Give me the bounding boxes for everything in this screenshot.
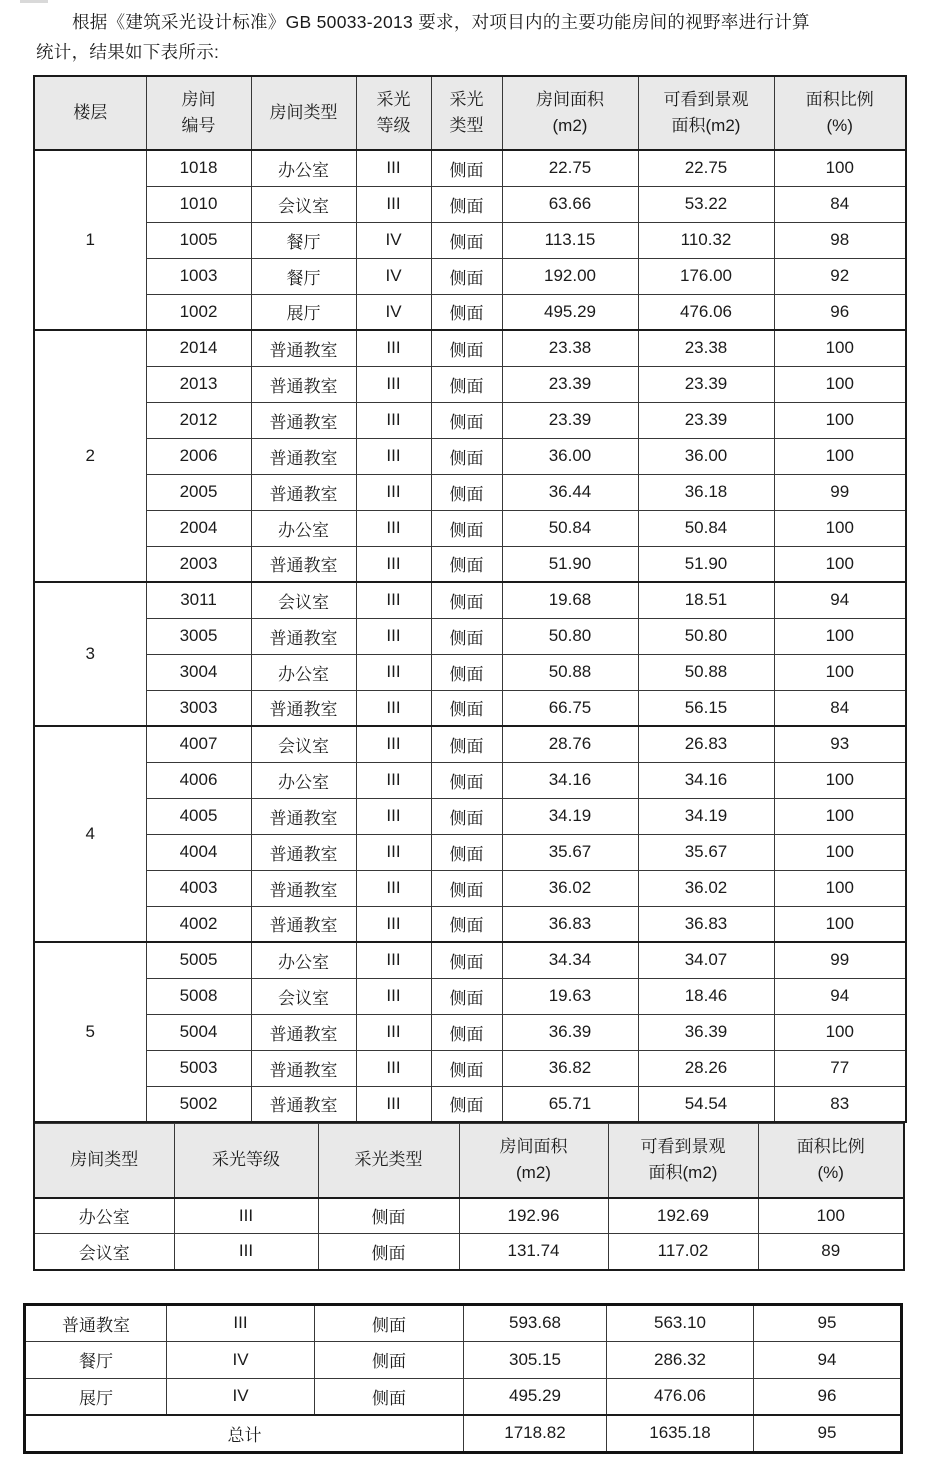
table-row [34, 438, 906, 474]
cell: 侧面 [431, 726, 502, 762]
total-value-cell: 1718.82 [464, 1415, 607, 1452]
cell: IV [356, 294, 431, 330]
cell: 56.15 [638, 690, 774, 726]
cell: 36.39 [502, 1014, 638, 1050]
cell: 侧面 [431, 222, 502, 258]
cell: 100 [774, 870, 906, 906]
intro-line-2: 统计，结果如下表所示: [36, 42, 220, 62]
cell: 36.83 [502, 906, 638, 942]
column-header: 采光 等级 [356, 76, 431, 150]
cell: 侧面 [318, 1234, 459, 1270]
cell: 会议室 [34, 1234, 174, 1270]
cell: 2013 [146, 366, 251, 402]
cell: 侧面 [431, 330, 502, 366]
table-row [34, 870, 906, 906]
cell: 23.39 [502, 402, 638, 438]
cell: 94 [774, 978, 906, 1014]
cell: 会议室 [251, 978, 356, 1014]
table-row [34, 582, 906, 618]
cell: 办公室 [251, 150, 356, 186]
cell: 3003 [146, 690, 251, 726]
column-header: 房间面积 (m2) [459, 1124, 608, 1198]
cell: 办公室 [251, 942, 356, 978]
cell: 35.67 [502, 834, 638, 870]
table-row [34, 654, 906, 690]
cell: 99 [774, 474, 906, 510]
cell: 4007 [146, 726, 251, 762]
table-row [34, 762, 906, 798]
cell: 100 [774, 906, 906, 942]
cell: 93 [774, 726, 906, 762]
cell: 侧面 [431, 1014, 502, 1050]
cell: 54.54 [638, 1086, 774, 1122]
cell: 98 [774, 222, 906, 258]
cell: 办公室 [251, 654, 356, 690]
cell: 18.51 [638, 582, 774, 618]
cell: 23.38 [638, 330, 774, 366]
cell: 19.68 [502, 582, 638, 618]
summary-table-header [34, 1124, 904, 1198]
table-row [34, 834, 906, 870]
column-header: 面积比例 (%) [758, 1124, 904, 1198]
cell: 563.10 [607, 1304, 754, 1341]
intro-line-1: 根据《建筑采光设计标准》GB 50033-2013 要求，对项目内的主要功能房间的视野率进行计算 [72, 12, 810, 32]
table-row [34, 798, 906, 834]
cell: 2005 [146, 474, 251, 510]
table-row [34, 150, 906, 186]
cell: 50.80 [502, 618, 638, 654]
cell: 侧面 [431, 942, 502, 978]
cell: 113.15 [502, 222, 638, 258]
cell: III [356, 834, 431, 870]
cell: 100 [774, 438, 906, 474]
total-value-cell: 95 [754, 1415, 902, 1452]
cell: 5003 [146, 1050, 251, 1086]
table-row [34, 618, 906, 654]
cell: 普通教室 [251, 618, 356, 654]
cell: III [356, 582, 431, 618]
scan-edge-artifact [20, 0, 48, 3]
cell: 100 [774, 402, 906, 438]
table-row [34, 942, 906, 978]
cell: 侧面 [431, 510, 502, 546]
cell: 23.39 [502, 366, 638, 402]
cell: 2012 [146, 402, 251, 438]
cell: 侧面 [431, 762, 502, 798]
main-table-header [34, 76, 906, 150]
cell: 侧面 [318, 1198, 459, 1234]
cell: 36.39 [638, 1014, 774, 1050]
cell: 100 [774, 654, 906, 690]
cell: 36.00 [502, 438, 638, 474]
cell: 普通教室 [251, 546, 356, 582]
cell: 5004 [146, 1014, 251, 1050]
cell: 普通教室 [251, 330, 356, 366]
cell: 5008 [146, 978, 251, 1014]
table-row [34, 690, 906, 726]
cell: 侧面 [431, 258, 502, 294]
cell: 36.82 [502, 1050, 638, 1086]
cell: 176.00 [638, 258, 774, 294]
table-row [34, 1050, 906, 1086]
column-header: 房间类型 [251, 76, 356, 150]
cell: 50.88 [502, 654, 638, 690]
cell: 侧面 [431, 402, 502, 438]
table-row [34, 1014, 906, 1050]
cell: 侧面 [431, 654, 502, 690]
cell: 51.90 [638, 546, 774, 582]
cell: III [174, 1198, 318, 1234]
table-row [34, 294, 906, 330]
cell: 50.80 [638, 618, 774, 654]
column-header: 可看到景观 面积(m2) [608, 1124, 758, 1198]
cell: 4006 [146, 762, 251, 798]
cell: 36.00 [638, 438, 774, 474]
cell: 63.66 [502, 186, 638, 222]
cell: 34.34 [502, 942, 638, 978]
cell: 100 [774, 834, 906, 870]
cell: 侧面 [315, 1378, 464, 1415]
cell: 展厅 [251, 294, 356, 330]
table-row [34, 1086, 906, 1122]
cell: 476.06 [638, 294, 774, 330]
cell: 普通教室 [251, 1050, 356, 1086]
cell: 5002 [146, 1086, 251, 1122]
cell: III [356, 330, 431, 366]
summary-table-body [34, 1198, 904, 1270]
cell: 普通教室 [251, 1014, 356, 1050]
cell: 2006 [146, 438, 251, 474]
cell: 476.06 [607, 1378, 754, 1415]
cell: III [356, 798, 431, 834]
cell: IV [356, 222, 431, 258]
cell: 侧面 [431, 186, 502, 222]
cell: 侧面 [431, 474, 502, 510]
table-row [34, 546, 906, 582]
cell: 83 [774, 1086, 906, 1122]
cell: III [174, 1234, 318, 1270]
cell: 23.39 [638, 366, 774, 402]
cell: III [356, 942, 431, 978]
cell: 22.75 [638, 150, 774, 186]
cell: 普通教室 [251, 906, 356, 942]
cell: 36.02 [502, 870, 638, 906]
cell: 侧面 [431, 546, 502, 582]
cell: 餐厅 [251, 258, 356, 294]
cell: III [356, 726, 431, 762]
cell: 100 [774, 762, 906, 798]
cell: 侧面 [431, 798, 502, 834]
cell: 96 [754, 1378, 902, 1415]
cell: 侧面 [431, 294, 502, 330]
cell: 侧面 [431, 366, 502, 402]
table-row [34, 402, 906, 438]
cell: 84 [774, 186, 906, 222]
cell: 1002 [146, 294, 251, 330]
cell: 77 [774, 1050, 906, 1086]
column-header: 楼层 [34, 76, 146, 150]
table-row [25, 1415, 902, 1452]
intro-paragraph [0, 0, 948, 67]
cell: 普通教室 [251, 870, 356, 906]
cell: 3011 [146, 582, 251, 618]
header-row [34, 1124, 904, 1198]
cell: III [356, 1014, 431, 1050]
cell: 4003 [146, 870, 251, 906]
cell: 普通教室 [251, 474, 356, 510]
cell: 50.88 [638, 654, 774, 690]
cell: 94 [774, 582, 906, 618]
cell: 117.02 [608, 1234, 758, 1270]
cell: 2014 [146, 330, 251, 366]
cell: III [356, 654, 431, 690]
cell: 普通教室 [251, 1086, 356, 1122]
cell: 36.83 [638, 906, 774, 942]
table-row [25, 1341, 902, 1378]
cell: 普通教室 [251, 366, 356, 402]
summary-continuation-body [25, 1304, 902, 1452]
cell: 89 [758, 1234, 904, 1270]
cell: III [356, 762, 431, 798]
summary-by-type-table [33, 1123, 905, 1271]
cell: 餐厅 [25, 1341, 167, 1378]
cell: 84 [774, 690, 906, 726]
cell: 26.83 [638, 726, 774, 762]
cell: III [356, 510, 431, 546]
column-header: 房间面积 (m2) [502, 76, 638, 150]
cell: 100 [774, 618, 906, 654]
table-row [34, 1234, 904, 1270]
cell: 34.16 [502, 762, 638, 798]
cell: III [356, 870, 431, 906]
column-header: 采光 类型 [431, 76, 502, 150]
cell: 66.75 [502, 690, 638, 726]
table-row [25, 1378, 902, 1415]
column-header: 可看到景观 面积(m2) [638, 76, 774, 150]
cell: 1005 [146, 222, 251, 258]
cell: 110.32 [638, 222, 774, 258]
cell: 办公室 [34, 1198, 174, 1234]
cell: 侧面 [431, 978, 502, 1014]
cell: 36.18 [638, 474, 774, 510]
cell: 92 [774, 258, 906, 294]
table-row [34, 510, 906, 546]
cell: 34.19 [638, 798, 774, 834]
summary-continuation-table [23, 1303, 903, 1454]
cell: 会议室 [251, 186, 356, 222]
cell: III [356, 150, 431, 186]
cell: III [356, 690, 431, 726]
cell: III [356, 474, 431, 510]
cell: 1018 [146, 150, 251, 186]
table-row [34, 1198, 904, 1234]
table-row [34, 186, 906, 222]
cell: 100 [774, 546, 906, 582]
cell: 495.29 [502, 294, 638, 330]
cell: 28.26 [638, 1050, 774, 1086]
cell: 会议室 [251, 726, 356, 762]
cell: 侧面 [315, 1341, 464, 1378]
cell: 131.74 [459, 1234, 608, 1270]
cell: 侧面 [431, 870, 502, 906]
cell: 侧面 [315, 1304, 464, 1341]
cell: III [356, 186, 431, 222]
cell: IV [167, 1341, 315, 1378]
cell: 36.44 [502, 474, 638, 510]
cell: 普通教室 [251, 798, 356, 834]
cell: 办公室 [251, 510, 356, 546]
cell: 普通教室 [251, 834, 356, 870]
cell: 侧面 [431, 1050, 502, 1086]
cell: 4004 [146, 834, 251, 870]
cell: III [356, 366, 431, 402]
cell: 100 [774, 510, 906, 546]
cell: 100 [774, 1014, 906, 1050]
cell: 3005 [146, 618, 251, 654]
cell: III [356, 978, 431, 1014]
cell: 18.46 [638, 978, 774, 1014]
table-row [34, 978, 906, 1014]
cell: 35.67 [638, 834, 774, 870]
cell: 51.90 [502, 546, 638, 582]
cell: 普通教室 [251, 438, 356, 474]
cell: III [356, 618, 431, 654]
table-row [34, 726, 906, 762]
cell: III [356, 438, 431, 474]
cell: 4005 [146, 798, 251, 834]
cell: III [356, 906, 431, 942]
cell: 5005 [146, 942, 251, 978]
cell: 普通教室 [251, 402, 356, 438]
cell: 286.32 [607, 1341, 754, 1378]
cell: 100 [774, 330, 906, 366]
cell: 50.84 [502, 510, 638, 546]
cell: 34.07 [638, 942, 774, 978]
header-row [34, 76, 906, 150]
cell: 侧面 [431, 834, 502, 870]
cell: 侧面 [431, 150, 502, 186]
cell: 192.96 [459, 1198, 608, 1234]
main-view-rate-table [33, 75, 907, 1123]
cell: 3004 [146, 654, 251, 690]
floor-cell: 4 [34, 726, 146, 942]
cell: 侧面 [431, 1086, 502, 1122]
cell: 192.00 [502, 258, 638, 294]
cell: 19.63 [502, 978, 638, 1014]
cell: IV [356, 258, 431, 294]
cell: 侧面 [431, 618, 502, 654]
cell: 50.84 [638, 510, 774, 546]
cell: 96 [774, 294, 906, 330]
cell: 95 [754, 1304, 902, 1341]
cell: 普通教室 [25, 1304, 167, 1341]
cell: 侧面 [431, 906, 502, 942]
floor-cell: 5 [34, 942, 146, 1122]
cell: 100 [774, 798, 906, 834]
floor-cell: 2 [34, 330, 146, 582]
cell: 192.69 [608, 1198, 758, 1234]
floor-cell: 3 [34, 582, 146, 726]
cell: 34.16 [638, 762, 774, 798]
floor-cell: 1 [34, 150, 146, 330]
cell: 23.38 [502, 330, 638, 366]
cell: 100 [758, 1198, 904, 1234]
cell: 侧面 [431, 582, 502, 618]
cell: 100 [774, 366, 906, 402]
cell: 28.76 [502, 726, 638, 762]
column-header: 面积比例 (%) [774, 76, 906, 150]
cell: 2003 [146, 546, 251, 582]
table-row [34, 330, 906, 366]
cell: 100 [774, 150, 906, 186]
column-header: 房间 编号 [146, 76, 251, 150]
cell: III [356, 546, 431, 582]
cell: 1003 [146, 258, 251, 294]
cell: 会议室 [251, 582, 356, 618]
cell: 2004 [146, 510, 251, 546]
cell: 侧面 [431, 438, 502, 474]
column-header: 房间类型 [34, 1124, 174, 1198]
cell: 53.22 [638, 186, 774, 222]
cell: III [356, 402, 431, 438]
cell: III [356, 1086, 431, 1122]
cell: 22.75 [502, 150, 638, 186]
cell: 65.71 [502, 1086, 638, 1122]
column-header: 采光类型 [318, 1124, 459, 1198]
cell: IV [167, 1378, 315, 1415]
total-value-cell: 1635.18 [607, 1415, 754, 1452]
total-label-cell: 总计 [25, 1415, 464, 1452]
table-row [34, 222, 906, 258]
cell: 99 [774, 942, 906, 978]
cell: 23.39 [638, 402, 774, 438]
cell: 305.15 [464, 1341, 607, 1378]
cell: 展厅 [25, 1378, 167, 1415]
cell: 495.29 [464, 1378, 607, 1415]
cell: 36.02 [638, 870, 774, 906]
cell: 餐厅 [251, 222, 356, 258]
cell: 侧面 [431, 690, 502, 726]
table-row [25, 1304, 902, 1341]
cell: 1010 [146, 186, 251, 222]
table-row [34, 474, 906, 510]
table-row [34, 366, 906, 402]
cell: 普通教室 [251, 690, 356, 726]
cell: III [167, 1304, 315, 1341]
table-row [34, 258, 906, 294]
cell: III [356, 1050, 431, 1086]
cell: 4002 [146, 906, 251, 942]
cell: 办公室 [251, 762, 356, 798]
cell: 94 [754, 1341, 902, 1378]
main-table-body [34, 150, 906, 1122]
column-header: 采光等级 [174, 1124, 318, 1198]
cell: 34.19 [502, 798, 638, 834]
table-row [34, 906, 906, 942]
cell: 593.68 [464, 1304, 607, 1341]
